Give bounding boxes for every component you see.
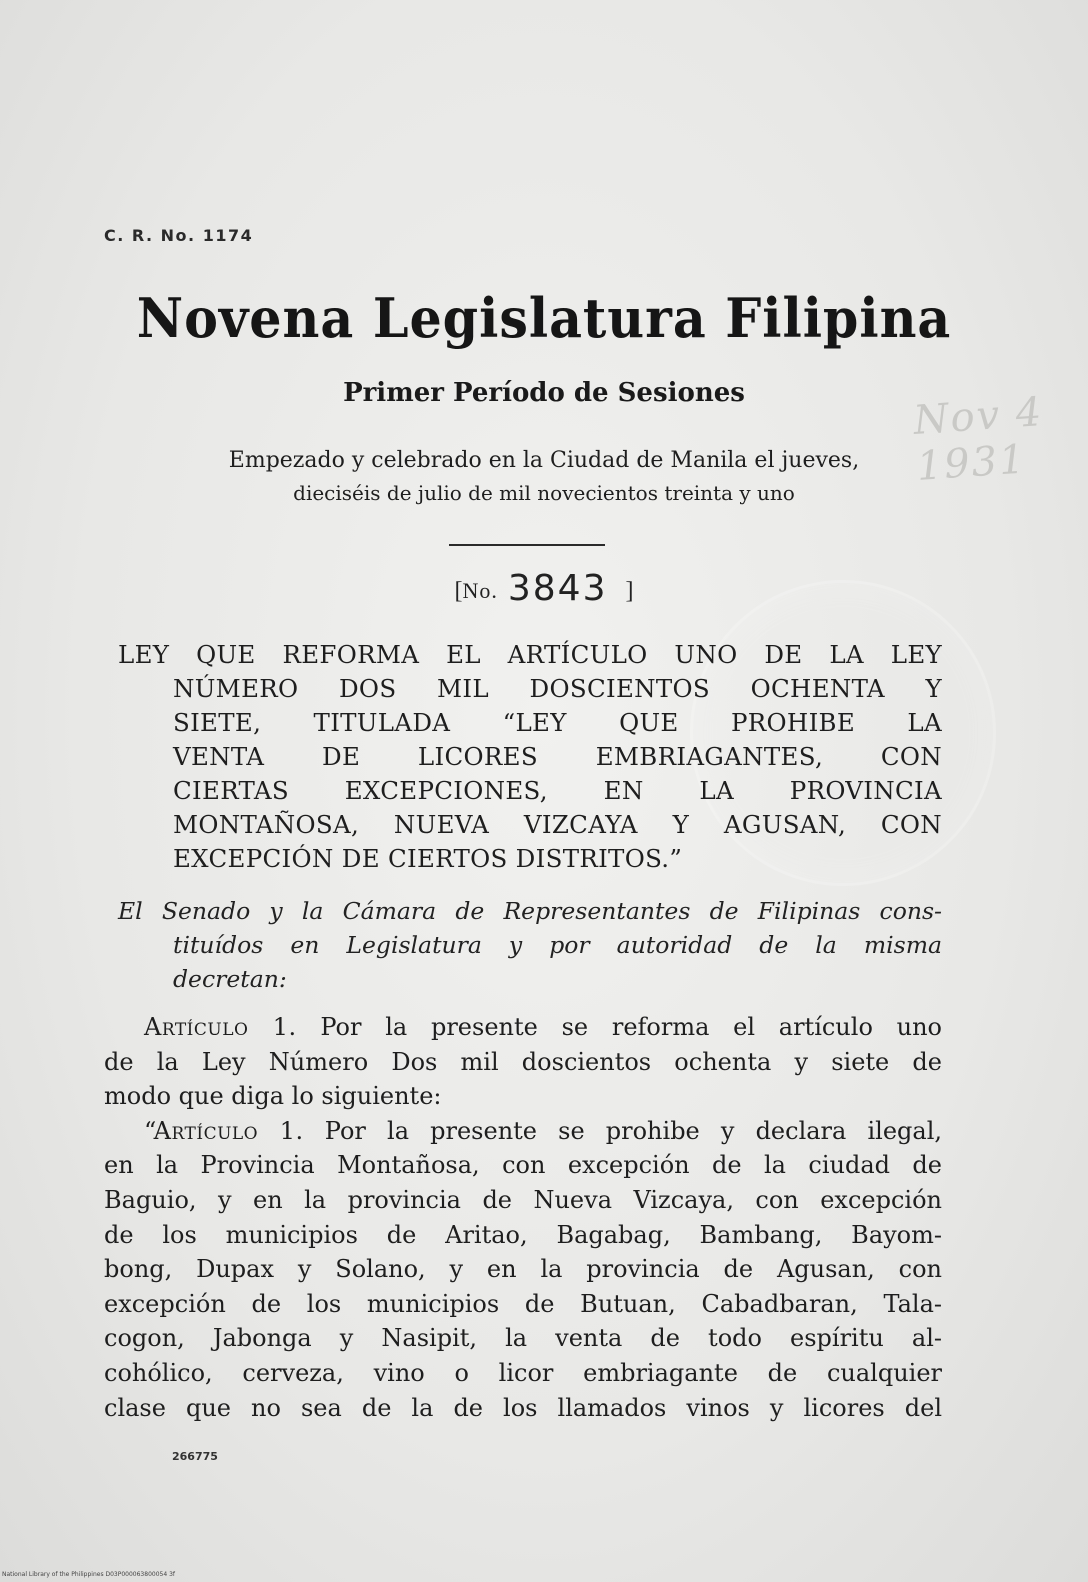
printer-code: 266775 <box>172 1450 218 1463</box>
title-divider <box>449 544 605 546</box>
session-date-line-2: dieciséis de julio de mil novecientos treinta y uno <box>293 481 795 505</box>
act-bracket-close: ] <box>625 578 634 604</box>
law-title-line: VENTA DE LICORES EMBRIAGANTES, CON <box>173 742 942 771</box>
law-title-line: MONTAÑOSA, NUEVA VIZCAYA Y AGUSAN, CON <box>173 810 942 839</box>
enacting-line: tituídos en Legislatura y por autoridad de la misma <box>173 931 942 959</box>
law-title-line: NÚMERO DOS MIL DOSCIENTOS OCHENTA Y <box>173 674 942 703</box>
session-date-line-1: Empezado y celebrado en la Ciudad de Manila el jueves, <box>228 448 860 473</box>
law-title-line: CIERTAS EXCEPCIONES, EN LA PROVINCIA <box>173 776 942 805</box>
section-1-line: Por la presente se reforma el artículo uno <box>320 1013 943 1041</box>
law-title-line: EXCEPCIÓN DE CIERTOS DISTRITOS.” <box>173 844 683 873</box>
law-title <box>118 638 942 876</box>
session-title: Primer Período de Sesiones <box>343 378 745 408</box>
section-1-heading: Artículo 1. <box>144 1013 297 1041</box>
quoted-section-line: Baguio, y en la provincia de Nueva Vizcaya, con excepción <box>104 1185 942 1214</box>
body-text <box>104 1010 942 1425</box>
enacting-line: El Senado y la Cámara de Representantes de Filipinas cons- <box>118 897 942 925</box>
enacting-clause <box>118 894 942 996</box>
quoted-section-line: Por la presente se prohibe y declara ilegal, <box>324 1116 942 1145</box>
quoted-section-heading: “Artículo 1. <box>144 1116 304 1145</box>
act-number-value: 3843 <box>507 568 608 609</box>
section-1-line: modo que diga lo siguiente: <box>104 1082 442 1111</box>
quoted-section-line: cohólico, cerveza, vino o licor embriagante de cualquier <box>104 1358 942 1387</box>
act-number <box>0 566 1088 607</box>
ref-number: C. R. No. 1174 <box>104 226 254 245</box>
enacting-line: decretan: <box>173 965 287 993</box>
handwritten-note: Nov 4 1931 <box>912 389 1045 490</box>
legislature-title: Novena Legislatura Filipina <box>136 286 952 350</box>
quoted-section-first-line <box>104 1114 942 1149</box>
law-title-line: SIETE, TITULADA “LEY QUE PROHIBE LA <box>173 708 942 737</box>
section-1-first-line <box>104 1010 942 1045</box>
quoted-section-line: clase que no sea de la de los llamados vinos y licores del <box>104 1393 942 1422</box>
quoted-section-line: cogon, Jabonga y Nasipit, la venta de todo espíritu al- <box>104 1324 942 1353</box>
law-title-line: LEY QUE REFORMA EL ARTÍCULO UNO DE LA LEY <box>118 640 942 669</box>
quoted-section-line: excepción de los municipios de Butuan, Cabadbaran, Tala- <box>104 1289 942 1318</box>
section-1-line: de la Ley Número Dos mil doscientos ochenta y siete de <box>104 1047 942 1076</box>
quoted-section-line: bong, Dupax y Solano, y en la provincia de Agusan, con <box>104 1255 942 1284</box>
quoted-section-line: de los municipios de Aritao, Bagabag, Bambang, Bayom- <box>104 1220 942 1249</box>
scan-credit: National Library of the Philippines D03P000063800054 3f <box>2 1571 175 1578</box>
quoted-section-line: en la Provincia Montañosa, con excepción de la ciudad de <box>104 1151 942 1180</box>
act-number-prefix: No. <box>462 578 498 603</box>
act-bracket-open: [ <box>454 578 463 604</box>
